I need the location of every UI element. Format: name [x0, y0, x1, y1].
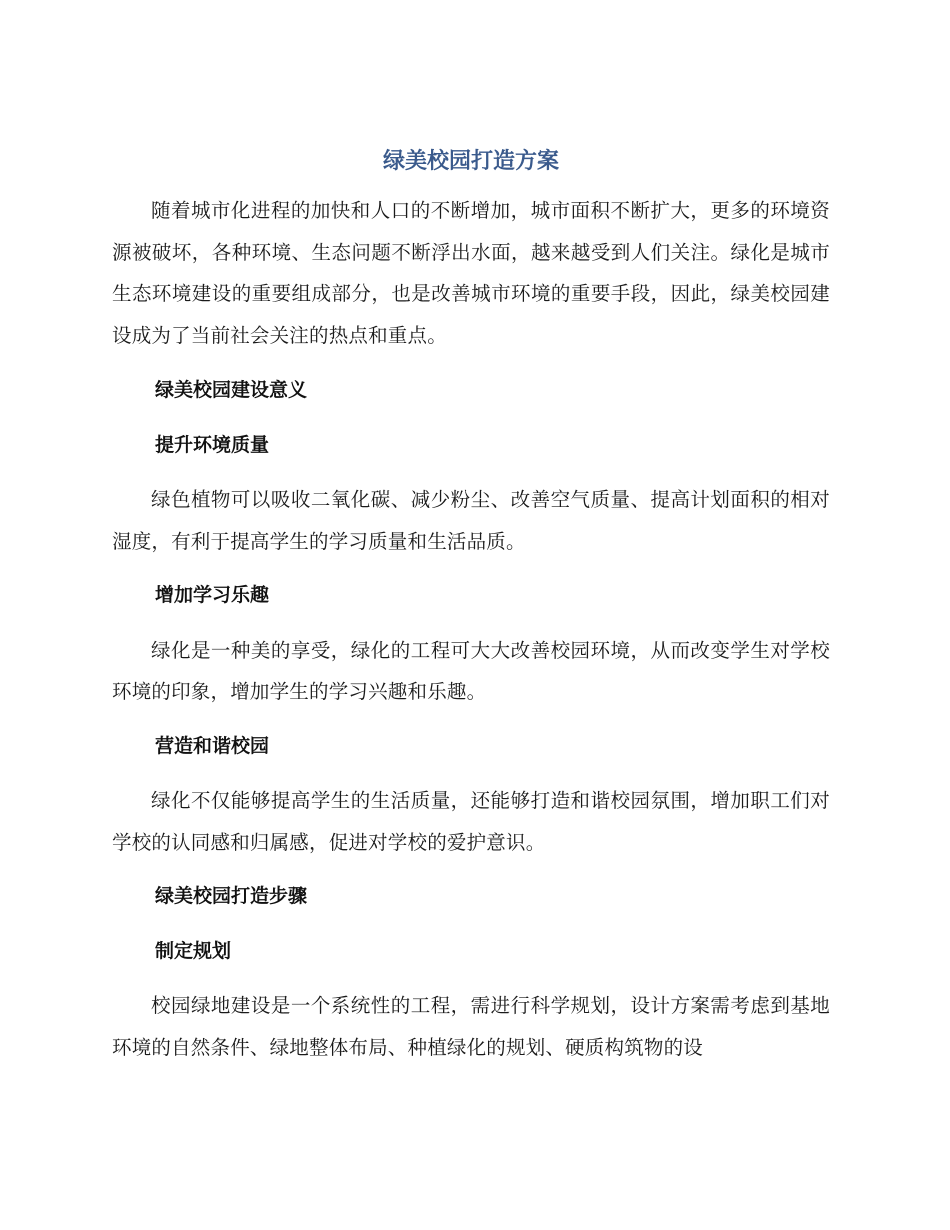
spacer: [112, 356, 830, 370]
subheading-learning-fun: 增加学习乐趣: [155, 584, 270, 606]
spacer: [112, 562, 830, 575]
spacer: [112, 918, 830, 931]
document-page: [112, 140, 830, 1068]
spacer: [112, 617, 830, 630]
spacer: [112, 863, 830, 876]
paragraph-improve-environment: 绿色植物可以吸收二氧化碳、减少粉尘、改善空气质量、提高计划面积的相对湿度，有利于提高学生的学习质量和生活品质。: [112, 488, 830, 553]
spacer: [112, 767, 830, 780]
section-heading-significance: 绿美校园建设意义: [155, 379, 308, 401]
subheading-planning: 制定规划: [155, 939, 232, 962]
intro-paragraph: 随着城市化进程的加快和人口的不断增加，城市面积不断扩大，更多的环境资源被破坏，各种环境、生态问题不断浮出水面，越来越受到人们关注。绿化是城市生态环境建设的重要组成部分，也是改善城市环境的重要手段，因此，绿美校园建设成为了当前社会关注的热点和重点。: [112, 199, 830, 347]
section-heading-steps: 绿美校园打造步骤: [155, 885, 308, 907]
paragraph-planning: 校园绿地建设是一个系统性的工程，需进行科学规划，设计方案需考虑到基地环境的自然条件、绿地整体布局、种植绿化的规划、硬质构筑物的设: [112, 994, 830, 1059]
spacer: [112, 412, 830, 425]
subheading-harmonious-campus: 营造和谐校园: [155, 734, 270, 757]
paragraph-harmonious-campus: 绿化不仅能够提高学生的生活质量，还能够打造和谐校园氛围，增加职工们对学校的认同感和归属感，促进对学校的爱护意识。: [112, 789, 830, 854]
subheading-improve-environment: 提升环境质量: [155, 433, 270, 456]
paragraph-learning-fun: 绿化是一种美的享受，绿化的工程可大大改善校园环境，从而改变学生对学校环境的印象，增加学生的学习兴趣和乐趣。: [112, 638, 830, 703]
spacer: [112, 466, 830, 479]
spacer: [112, 713, 830, 726]
spacer: [112, 972, 830, 985]
document-title: 绿美校园打造方案: [382, 149, 559, 174]
